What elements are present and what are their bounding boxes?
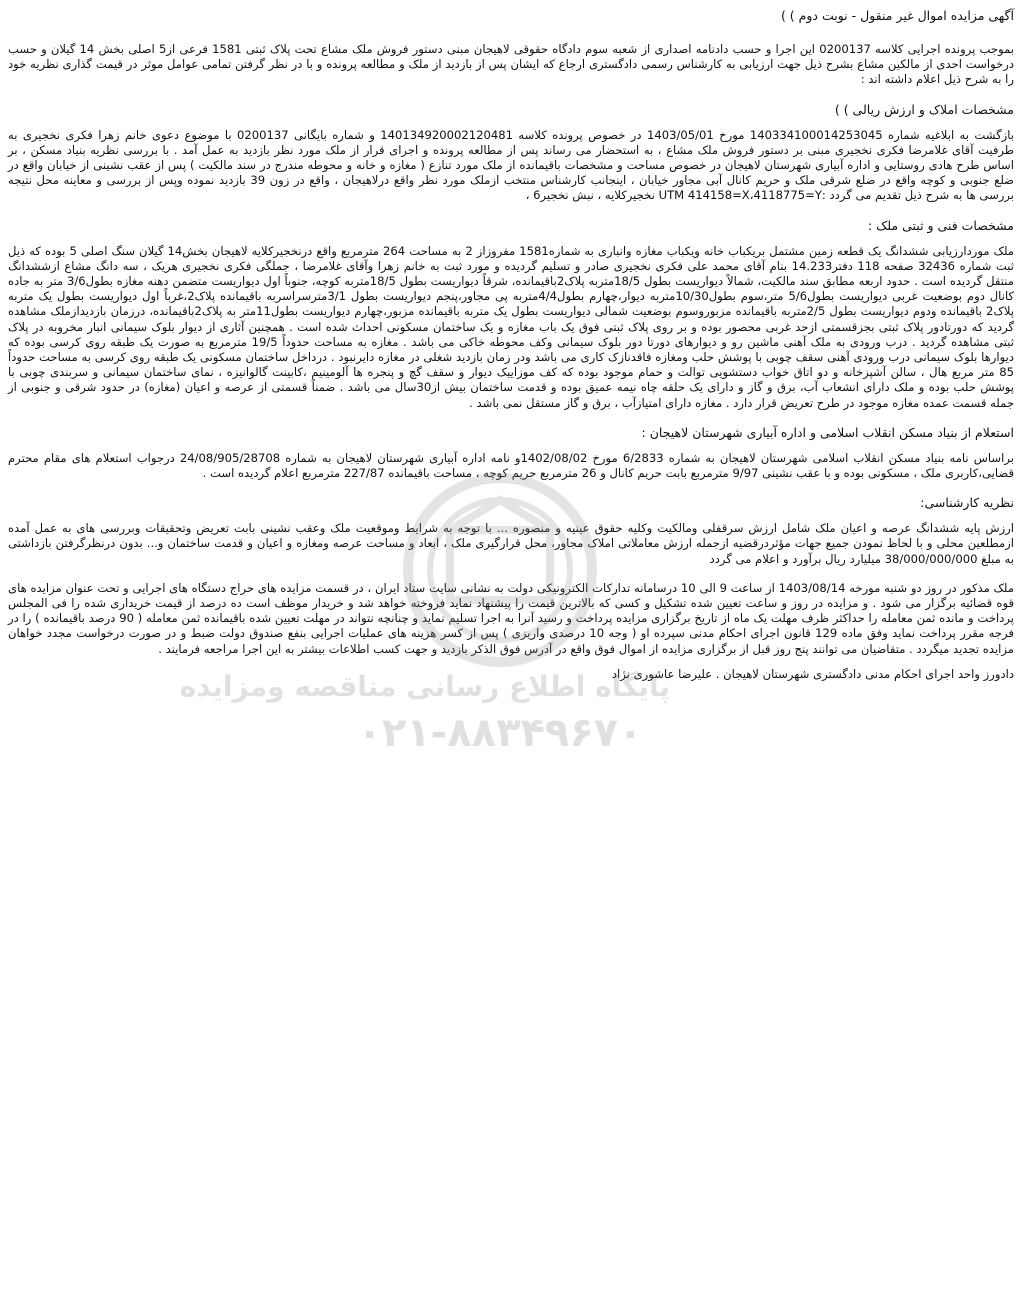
heading-inquiry: استعلام از بنیاد مسکن انقلاب اسلامی و اداره آبیاری شهرستان لاهیجان :: [641, 424, 1014, 440]
assets-paragraph: بازگشت به ابلاغیه شماره 140334100014253045 مورخ 1403/05/01 در خصوص پرونده کلاسه 140134920002120481 و شماره بایگانی 0200137 با موضوع دعوی خانم زهرا فکری نخجیری به طرفیت آقای غلامرضا فکری نخجیری مبنی بر دستور فروش ملک مشاع ، به استحضار می رساند پس از مطالعه پرونده و اجرای قرار از ملک مورد نظر بازدید به عمل آمد . با بررسی نظریه بنیاد مسکن ، بر اساس طرح هادی روستایی و اداره آبیاری شهرستان لاهیجان در خصوص مساحت و مشخصات باقیمانده از ملک مورد تنازع ( مغازه و خانه و محوطه مندرج در سند مالکیت ) پس از عقب نشینی از خیابان واقع در ضلع جنوبی و کوچه واقع در ضلع شرقی ملک و حریم کانال آبی مجاور خیابان ، اینجانب کارشناس منتخب ازملک مورد نظر واقع درلاهیجان ، واقع در زون 39 بازدید نموده وپس از بررسی و معاینه محل نتیجه بررسی ها به شرح ذیل تقدیم می گردد :UTM 414158=X،4118775=Y نخجیرکلایه ، نبش نخجیر6 ،: [8, 127, 1014, 203]
signature: دادورز واحد اجرای احکام مدنی دادگستری شهرستان لاهیجان . علیرضا عاشوری نژاد: [611, 666, 1014, 681]
page-title: آگهی مزایده اموال غیر منقول - نوبت دوم ) ): [780, 8, 1014, 23]
opinion-paragraph: ارزش پایه ششدانگ عرصه و اعیان ملک شامل ارزش سرقفلی ومالکیت وکلیه حقوق عینیه و منصوره ... با توجه به شرایط وموقعیت ملک وعقب نشینی بابت تعریض وتحقیقات وبررسی های به عمل آمده ازمطلعین محلی و با لحاظ نمودن جمیع جهات مؤثردرقضیه ازجمله ارزش معاملاتی املاک مجاور، محل قرارگیری ملک ، ابعاد و مساحت عرصه ومغازه و اعیان و قدمت ساختمان و... بدون درنظرگرفتن بازداشتی به مبلغ 38/000/000/000 میلیارد ریال برآورد و اعلام می گردد: [8, 521, 1014, 566]
intro-paragraph: بموجب پرونده اجرایی کلاسه 0200137 این اجرا و حسب دادنامه اصداری از شعبه سوم دادگاه حقوقی لاهیجان مبنی دستور فروش ملک مشاع تحت پلاک ثبتی 1581 فرعی از5 اصلی بخش 14 گیلان و حسب درخواست احدی از مالکین مشاع بشرح ذیل جهت ارزیابی به کارشناس رسمی دادگستری ارجاع که ایشان پس از بازدید از ملک و مطالعه پرونده و با در نظر گرفتن تمامی عوامل موثر در قیمت گذاری نظریه خود را به شرح ذیل اعلام داشته اند :: [8, 42, 1014, 87]
heading-opinion: نظریه کارشناسی:: [920, 495, 1014, 511]
inquiry-paragraph: براساس نامه بنیاد مسکن انقلاب اسلامی شهرستان لاهیجان به شماره 6/2833 مورخ 1402/08/02و نامه اداره آبیاری شهرستان لاهیجان به شماره 24/08/905/28708 درجواب استعلام های مقام محترم قضایی،کاربری ملک ، مسکونی بوده و با عقب نشینی 9/97 مترمربع بابت حریم کانال و 26 مترمربع حریم کوچه ، مساحت باقیمانده 227/87 مترمربع اعلام گردیده است .: [8, 450, 1014, 481]
heading-technical: مشخصات فنی و ثبتی ملک :: [867, 217, 1014, 233]
technical-paragraph: ملک موردارزیابی ششدانگ یک قطعه زمین مشتمل بریکباب خانه ویکباب مغازه وانباری به شماره1581 مفروزاز 2 به مساحت 264 مترمربع واقع درنخجیرکلایه لاهیجان بخش14 گیلان سنگ اصلی 5 بوده که ذیل ثبت شماره 32436 صفحه 118 دفتر14.233 بنام آقای محمد علی فکری نخجیری صادر و تسلیم گردیده و مورد ثبت به خانم زهرا وآقای غلامرضا ، جملگی فکری نخجیری هریک ، سه دانگ مشاع ازششدانگ منتقل گردیده است . حدود اربعه مطابق سند مالکیت، شمالاً دیواریست بطول 18/5متربه پلاک2باقیمانده، شرقاً دیواریست بطول 18/5متربه کوچه، جنوباً اول دیواریست متضمن دهنه مغازه بطول3/6 متر به جاده کانال دوم بوضعیت غربی دیواریست بطول5/6 متر،سوم بطول10/30متربه دیوار،چهارم بطول4/4متربه پی مجاور،پنجم دیواریست بطول 3/1مترسراسربه باقیمانده پلاک2،غرباً اول دیواریست بطول یک متربه پلاک2 باقیمانده ودوم دیواریست بطول 2/5متربه باقیمانده مزبوروسوم بوضعیت شمالی دیواریست بطول یک متربه باقیمانده مزبور،چهارم دیواریست بطول11متر به پلاک2باقیمانده، درزمان بازدیدازملک مشاهده گردید که دورتادور پلاک ثبتی بجزقسمتی ازحد غربی محصور بوده و بر روی پلاک ثبتی فوق یک باب مغازه و یک ساختمان مسکونی احداث شده است . همچنین آثاری از دیوار بلوک سیمانی انبار مخروبه در پلاک ثبتی مشاهده گردید . درب ورودی به ملک آهنی ماشین رو و دیوارهای دورتا دور بلوک سیمانی وکف محوطه خاکی می باشد . مغازه به مساحت حدوداً 19/5 مترمربع به صورت یک طبقه روی کرسی بوده که دیوارها بلوک سیمانی درب ورودی آهنی سقف چوبی با پوشش حلب ومغازه فاقدنازک کاری می باشد ودر زمان بازدید شغلی در مغازه دایرنبود . درداخل ساختمان مسکونی یک طبقه روی کرسی به مساحت حدوداً 85 متر مربع هال ، سالن آشپزخانه و دو اتاق خواب دستشویی توالت و حمام موجود بوده که کف موزاییک دیوار و سقف گچ و پنجره ها آلومینیم ،کابینت گالوانیزه ، نمای ساختمان سیمانی و سربندی چوبی با پوشش حلب بوده و ملک دارای انشعاب آب، برق و گاز و دارای یک حلقه چاه نیمه عمیق بوده و قدمت ساختمان بیش از30سال می باشد . ضمناً قسمتی از عرصه و اعیان (مغازه) در حدود شرقی و جنوبی از جمله قسمت عمده مغازه موجود در طرح تعریض قرار دارد . مغازه دارای امتیازآب ، برق و گاز مستقل نمی باشد .: [8, 243, 1015, 410]
auction-paragraph: ملک مذکور در روز دو شنبه مورخه 1403/08/14 از ساعت 9 الی 10 درسامانه تدارکات الکترونیکی دولت به نشانی سایت ستاد ایران ، در قسمت مزایده های حراج دستگاه های اجرایی و تحت عنوان مزایده های قوه قضائیه برگزار می شود . و مزایده در روز و ساعت تعیین شده تشکیل و کسی که بالاترین قیمت را پیشنهاد نماید فروخته خواهد شد و خریدار موظف است ده درصد از قیمت خریداری شده را فی المجلس پرداخت و مانده ثمن معامله را حداکثر ظرف مهلت یک ماه از تاریخ برگزاری مزایده پرداخت و رسید آنرا به اجرا تسلیم نماید و چنانچه نتواند در مهلت تعیین شده باقیمانده ثمن معامله ( 90 درصد باقیمانده ) را در فرجه مقرر پرداخت نماید وفق ماده 129 قانون اجرای احکام مدنی سپرده او ( وجه 10 درصدی واریزی ) پس از کسر هزینه های عملیات اجرایی بنفع صندوق دولت ضبط و در صورت درخواست مجدد خواهان مزایده تجدید میگردد . متقاضیان می توانند پنج روز قبل از برگزاری مزایده از اموال فوق واقع در آدرس فوق الذکر بازدید و جهت کسب اطلاعات بیشتر به این اجرا مراجعه فرمایند .: [8, 580, 1014, 656]
watermark-title: پایگاه اطلاع رسانی مناقصه ومزایده: [179, 670, 670, 703]
watermark-phone: ۰۲۱-۸۸۳۴۹۶۷۰: [357, 710, 643, 756]
heading-assets: مشخصات املاک و ارزش ریالی ) ): [834, 101, 1014, 117]
